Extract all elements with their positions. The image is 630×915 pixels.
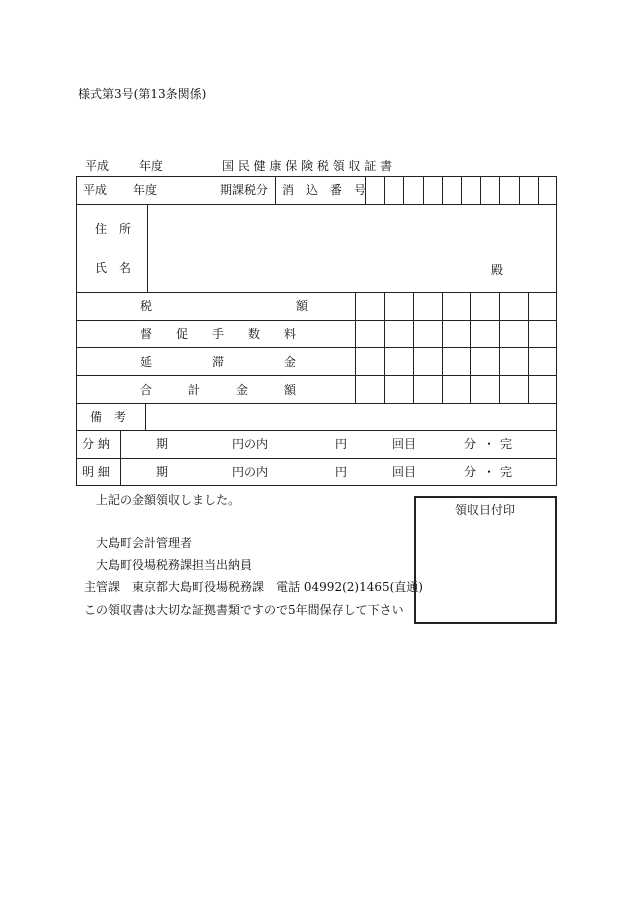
detail-fun: 分 bbox=[464, 465, 477, 479]
department: 東京都大島町役場税務課 bbox=[132, 580, 265, 594]
form-title: 国 民 健 康 保 険 税 領 収 証 書 bbox=[222, 159, 393, 173]
treasurer: 大島町会計管理者 bbox=[96, 536, 193, 550]
retention-notice: この領収書は大切な証拠書類ですので5年間保存して下さい bbox=[84, 603, 404, 617]
installment-fun: 分 bbox=[464, 437, 477, 451]
installment-label: 分 納 bbox=[82, 437, 110, 451]
remarks-label: 備 考 bbox=[90, 410, 127, 424]
installment-ki: 期 bbox=[156, 437, 169, 451]
form-reference: 様式第3号(第13条関係) bbox=[78, 87, 207, 101]
installment-en: 円 bbox=[335, 437, 348, 451]
detail-ki: 期 bbox=[156, 465, 169, 479]
title-year: 年度 bbox=[139, 159, 164, 173]
cancel-number-label: 消 込 番 号 bbox=[282, 183, 367, 197]
detail-dot: ・ bbox=[483, 465, 496, 479]
cancel-number-boxes bbox=[365, 176, 557, 204]
detail-en-uchi: 円の内 bbox=[232, 465, 269, 479]
header-era: 平成 bbox=[83, 183, 108, 197]
phone-label: 電話 bbox=[276, 580, 301, 594]
detail-en: 円 bbox=[335, 465, 348, 479]
installment-kan: 完 bbox=[500, 437, 513, 451]
department-label: 主管課 bbox=[84, 580, 121, 594]
amount-label-dunning-fee: 督 促 手 数 料 bbox=[140, 327, 297, 341]
header-year: 年度 bbox=[133, 183, 158, 197]
amount-label-tax: 税 額 bbox=[140, 299, 309, 313]
installment-en-uchi: 円の内 bbox=[232, 437, 269, 451]
date-stamp-label: 領収日付印 bbox=[455, 503, 516, 517]
detail-label: 明 細 bbox=[82, 465, 110, 479]
address-label: 住 所 bbox=[95, 222, 132, 236]
collector: 大島町役場税務課担当出納員 bbox=[96, 558, 253, 572]
detail-kan: 完 bbox=[500, 465, 513, 479]
installment-kaime: 回目 bbox=[392, 437, 417, 451]
installment-dot: ・ bbox=[483, 437, 496, 451]
received-statement: 上記の金額領収しました。 bbox=[96, 493, 241, 507]
detail-kaime: 回目 bbox=[392, 465, 417, 479]
phone-number: 04992(2)1465(直通) bbox=[303, 580, 423, 594]
title-era: 平成 bbox=[85, 159, 110, 173]
amount-label-total: 合 計 金 額 bbox=[140, 383, 297, 397]
amount-label-late-fee: 延 滞 金 bbox=[140, 355, 297, 369]
header-period-tax: 期課税分 bbox=[220, 183, 269, 197]
honorific: 殿 bbox=[491, 263, 504, 277]
department-line bbox=[84, 580, 423, 594]
name-label: 氏 名 bbox=[95, 261, 132, 275]
